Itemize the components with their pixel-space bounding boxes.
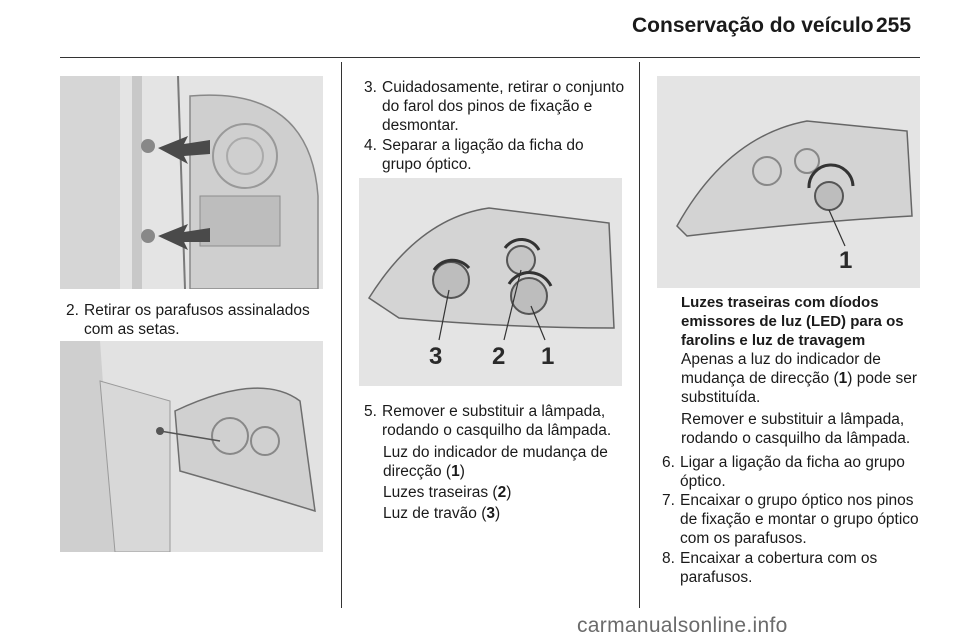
step-5: [364, 402, 634, 442]
figure-led-taillight: [657, 76, 920, 288]
text: Luz do indicador de mudança de direcção (: [383, 444, 608, 480]
step-3: [364, 78, 634, 138]
ref-2: 2: [497, 484, 507, 501]
text: ): [495, 505, 501, 522]
text: Luzes traseiras (: [383, 484, 498, 501]
step-8: [662, 549, 927, 589]
callout-1: 1: [839, 247, 853, 274]
led-paragraph-1: [681, 350, 921, 407]
step-6: [662, 453, 927, 493]
step-number: 8.: [662, 550, 675, 567]
text: ) pode ser substituída.: [681, 370, 918, 406]
step-number: 7.: [662, 492, 675, 509]
ref-3: 3: [486, 505, 496, 522]
taillight-line: [383, 483, 623, 502]
figure-taillight-bulbs: [359, 178, 622, 386]
column-divider-left: [341, 62, 342, 608]
step-text: Ligar a ligação da ficha ao grupo óptico.: [680, 454, 905, 490]
brake-line: [383, 504, 623, 523]
text: ): [506, 484, 512, 501]
step-number: 2.: [66, 302, 79, 319]
step-number: 5.: [364, 403, 377, 420]
step-text: Encaixar a cobertura com os parafusos.: [680, 550, 878, 586]
step-number: 6.: [662, 454, 675, 471]
figure-screws-arrows: [60, 76, 323, 289]
step-number: 3.: [364, 79, 377, 96]
step-7: [662, 491, 927, 551]
ref-1: 1: [838, 370, 848, 387]
text: Apenas a luz do indicador de mudança de direcção (: [681, 351, 881, 387]
step-number: 4.: [364, 137, 377, 154]
page-number: 255: [876, 14, 912, 37]
step-4: [364, 136, 634, 176]
text: Luz de travão (: [383, 505, 487, 522]
text: ): [459, 463, 465, 480]
indicator-line: [383, 443, 623, 481]
step-text: Retirar os parafusos assinalados com as setas.: [84, 302, 310, 338]
step-text: Remover e substituir a lâmpada, rodando o casquilho da lâmpada.: [382, 403, 612, 439]
watermark-text: carmanualsonline.info: [577, 614, 788, 637]
led-paragraph-2: Remover e substituir a lâmpada, rodando o casquilho da lâmpada.: [681, 411, 911, 447]
callout-3: 3: [429, 343, 443, 370]
step-text: Encaixar o grupo óptico nos pinos de fixação e montar o grupo óptico com os parafusos.: [680, 492, 919, 547]
step-text: Separar a ligação da ficha do grupo óptico.: [382, 137, 584, 173]
section-heading-led: Luzes traseiras com díodos emissores de luz (LED) para os farolins e luz de travagem: [681, 294, 904, 349]
column-divider-right: [639, 62, 640, 608]
callout-1: 1: [541, 343, 555, 370]
header-rule: [60, 57, 920, 58]
step-text: Cuidadosamente, retirar o conjunto do farol dos pinos de fixação e desmontar.: [382, 79, 625, 134]
step-2: [66, 301, 331, 341]
callout-2: 2: [492, 343, 506, 370]
figure-taillight-removal: [60, 341, 323, 552]
ref-1: 1: [451, 463, 460, 480]
page-title: Conservação do veículo: [632, 14, 874, 37]
